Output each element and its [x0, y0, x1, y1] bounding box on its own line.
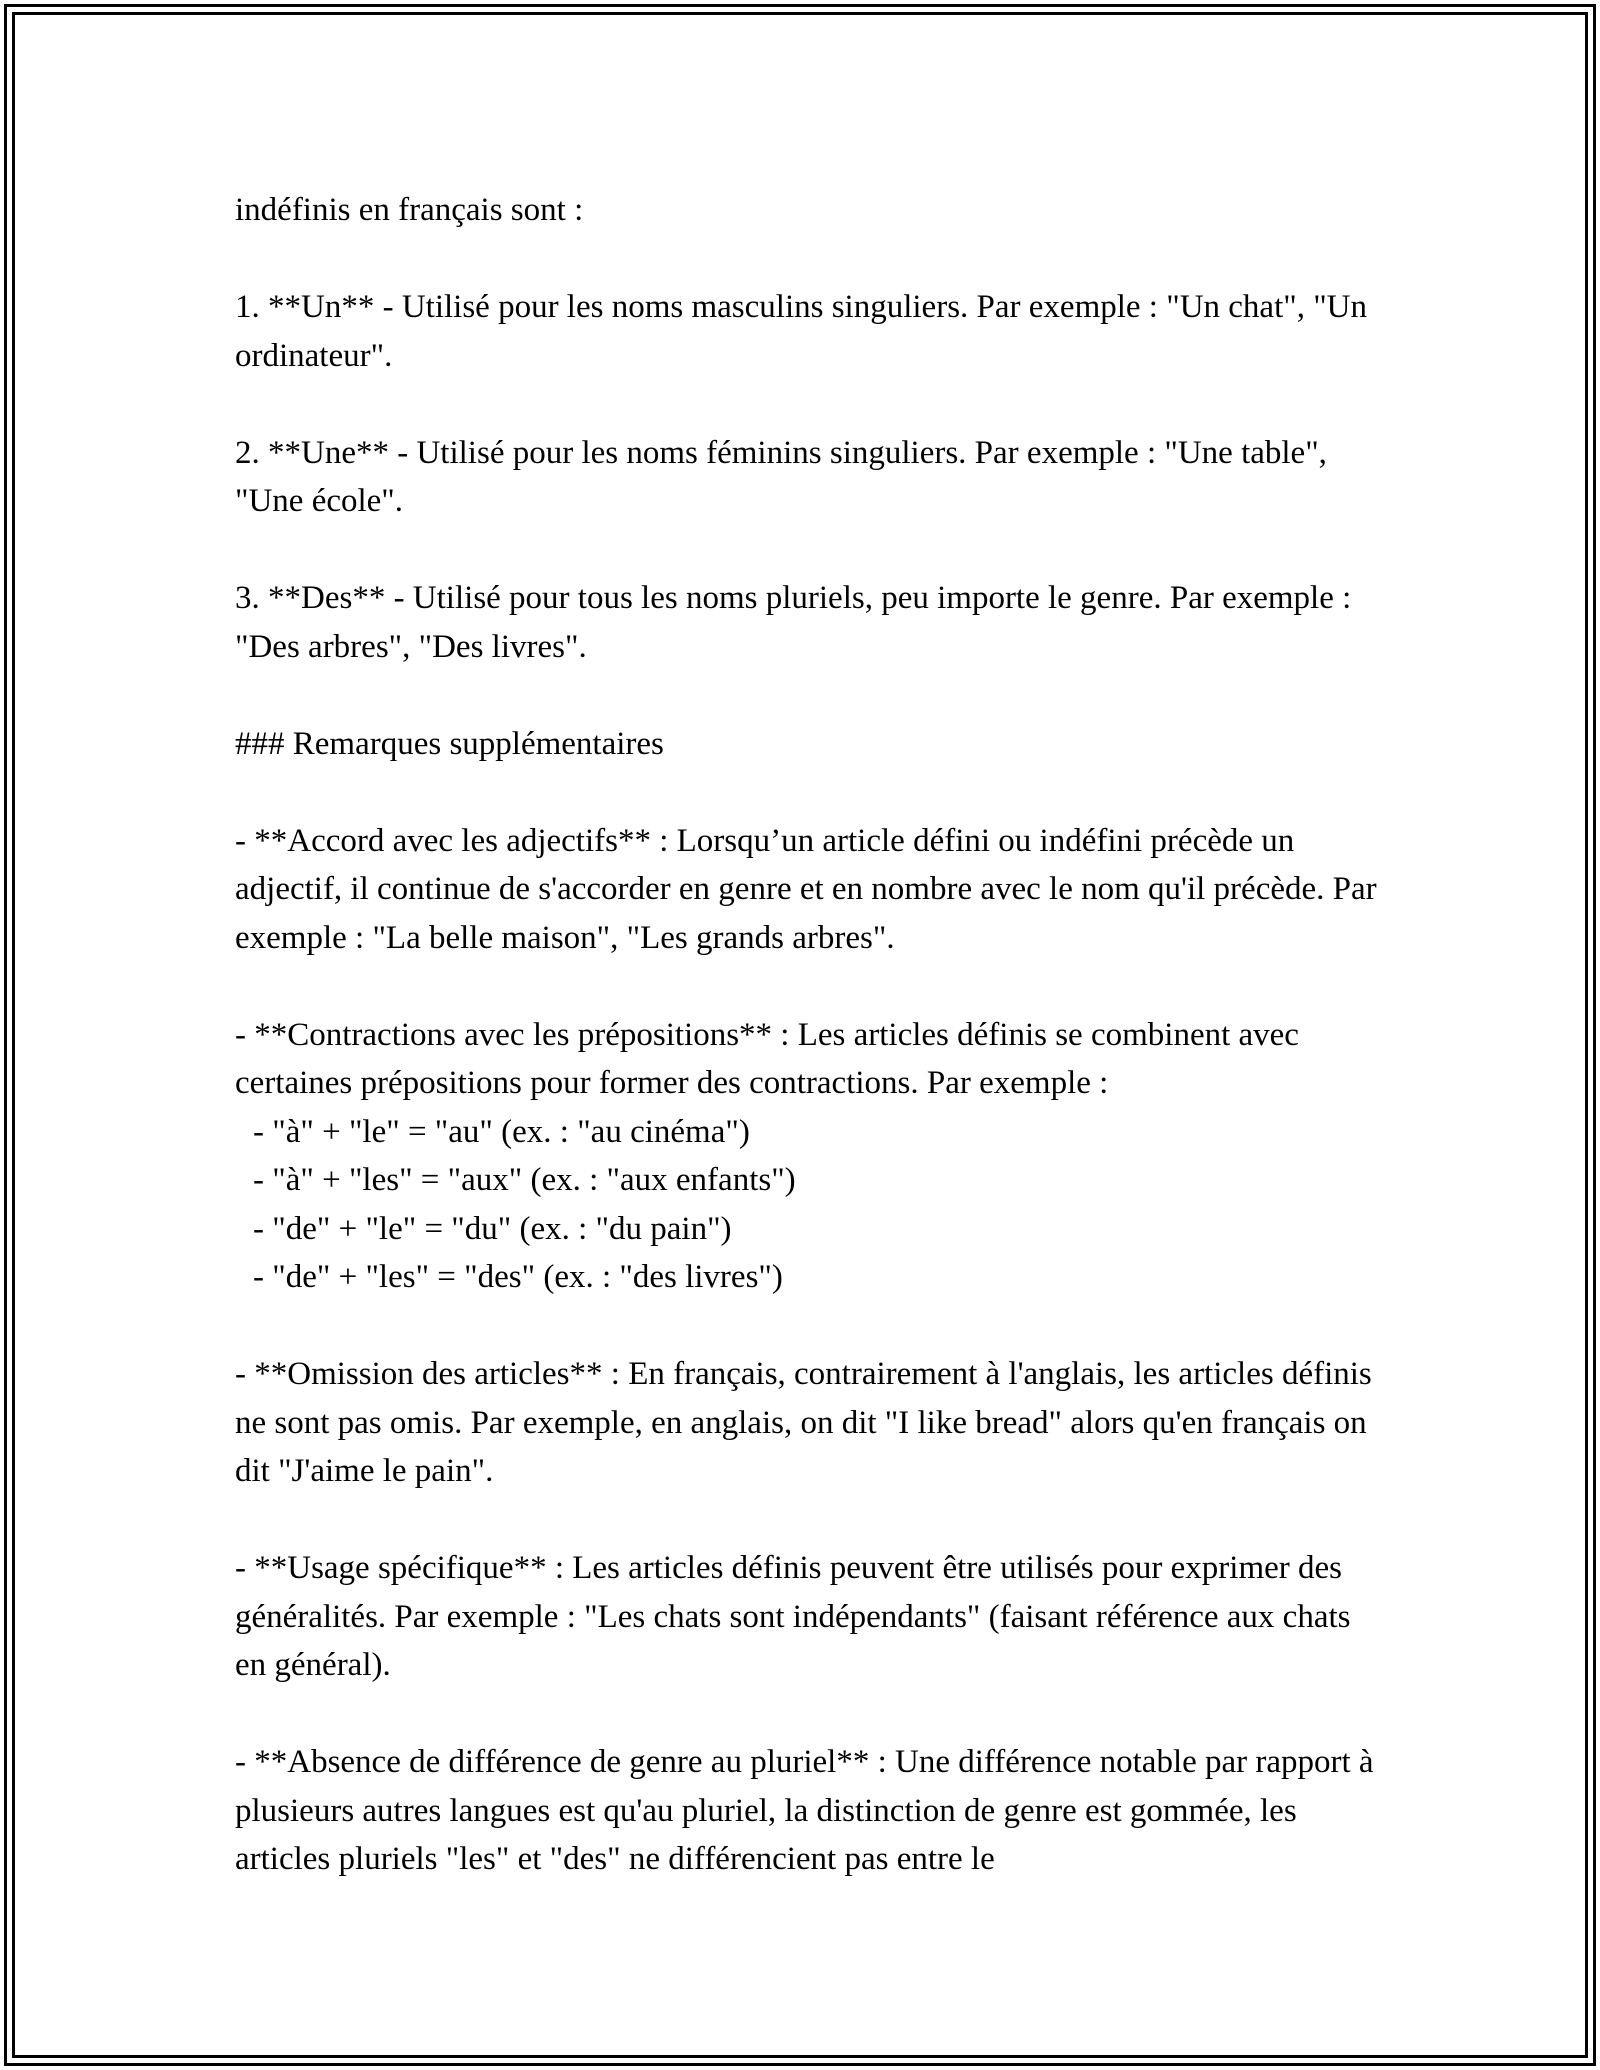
contraction-aux: - "à" + "les" = "aux" (ex. : "aux enfants") — [253, 1162, 796, 1198]
remark-contractions: - **Contractions avec les prépositions** : Les articles définis se combinent avec certaines prépositions pour former des contractions. Par exemple : — [235, 1016, 1299, 1101]
contraction-au: - "à" + "le" = "au" (ex. : "au cinéma") — [253, 1113, 750, 1150]
remark-usage: - **Usage spécifique** : Les articles définis peuvent être utilisés pour exprimer des généralités. Par exemple : "Les chats sont indépendants" (faisant référence aux chats en général). — [235, 1550, 1351, 1683]
list-item-un: 1. **Un** - Utilisé pour les noms masculins singuliers. Par exemple : "Un chat", "Un ordinateur". — [235, 289, 1368, 374]
intro-line: indéfinis en français sont : — [235, 192, 584, 228]
document-body — [235, 186, 1385, 1884]
remark-absence: - **Absence de différence de genre au pluriel** : Une différence notable par rapport à plusieurs autres langues est qu'au pluriel, la distinction de genre est gommée, les articles pluriels "les" et "des" ne différencient pas entre le — [235, 1744, 1374, 1877]
remark-accord: - **Accord avec les adjectifs** : Lorsqu’un article défini ou indéfini précède un adjectif, il continue de s'accorder en genre et en nombre avec le nom qu'il précède. Par exemple : "La belle maison", "Les grands arbres". — [235, 822, 1377, 956]
contraction-des: - "de" + "les" = "des" (ex. : "des livres") — [253, 1259, 783, 1295]
list-item-des: 3. **Des** - Utilisé pour tous les noms pluriels, peu importe le genre. Par exemple : "Des arbres", "Des livres". — [235, 580, 1352, 665]
remark-omission: - **Omission des articles** : En français, contrairement à l'anglais, les articles définis ne sont pas omis. Par exemple, en anglais, on dit "I like bread" alors qu'en français on dit "J'aime le pain". — [235, 1356, 1372, 1489]
list-item-une: 2. **Une** - Utilisé pour les noms féminins singuliers. Par exemple : "Une table", "Une école". — [235, 434, 1327, 519]
section-heading: ### Remarques supplémentaires — [235, 725, 664, 762]
contraction-du: - "de" + "le" = "du" (ex. : "du pain") — [253, 1210, 732, 1247]
